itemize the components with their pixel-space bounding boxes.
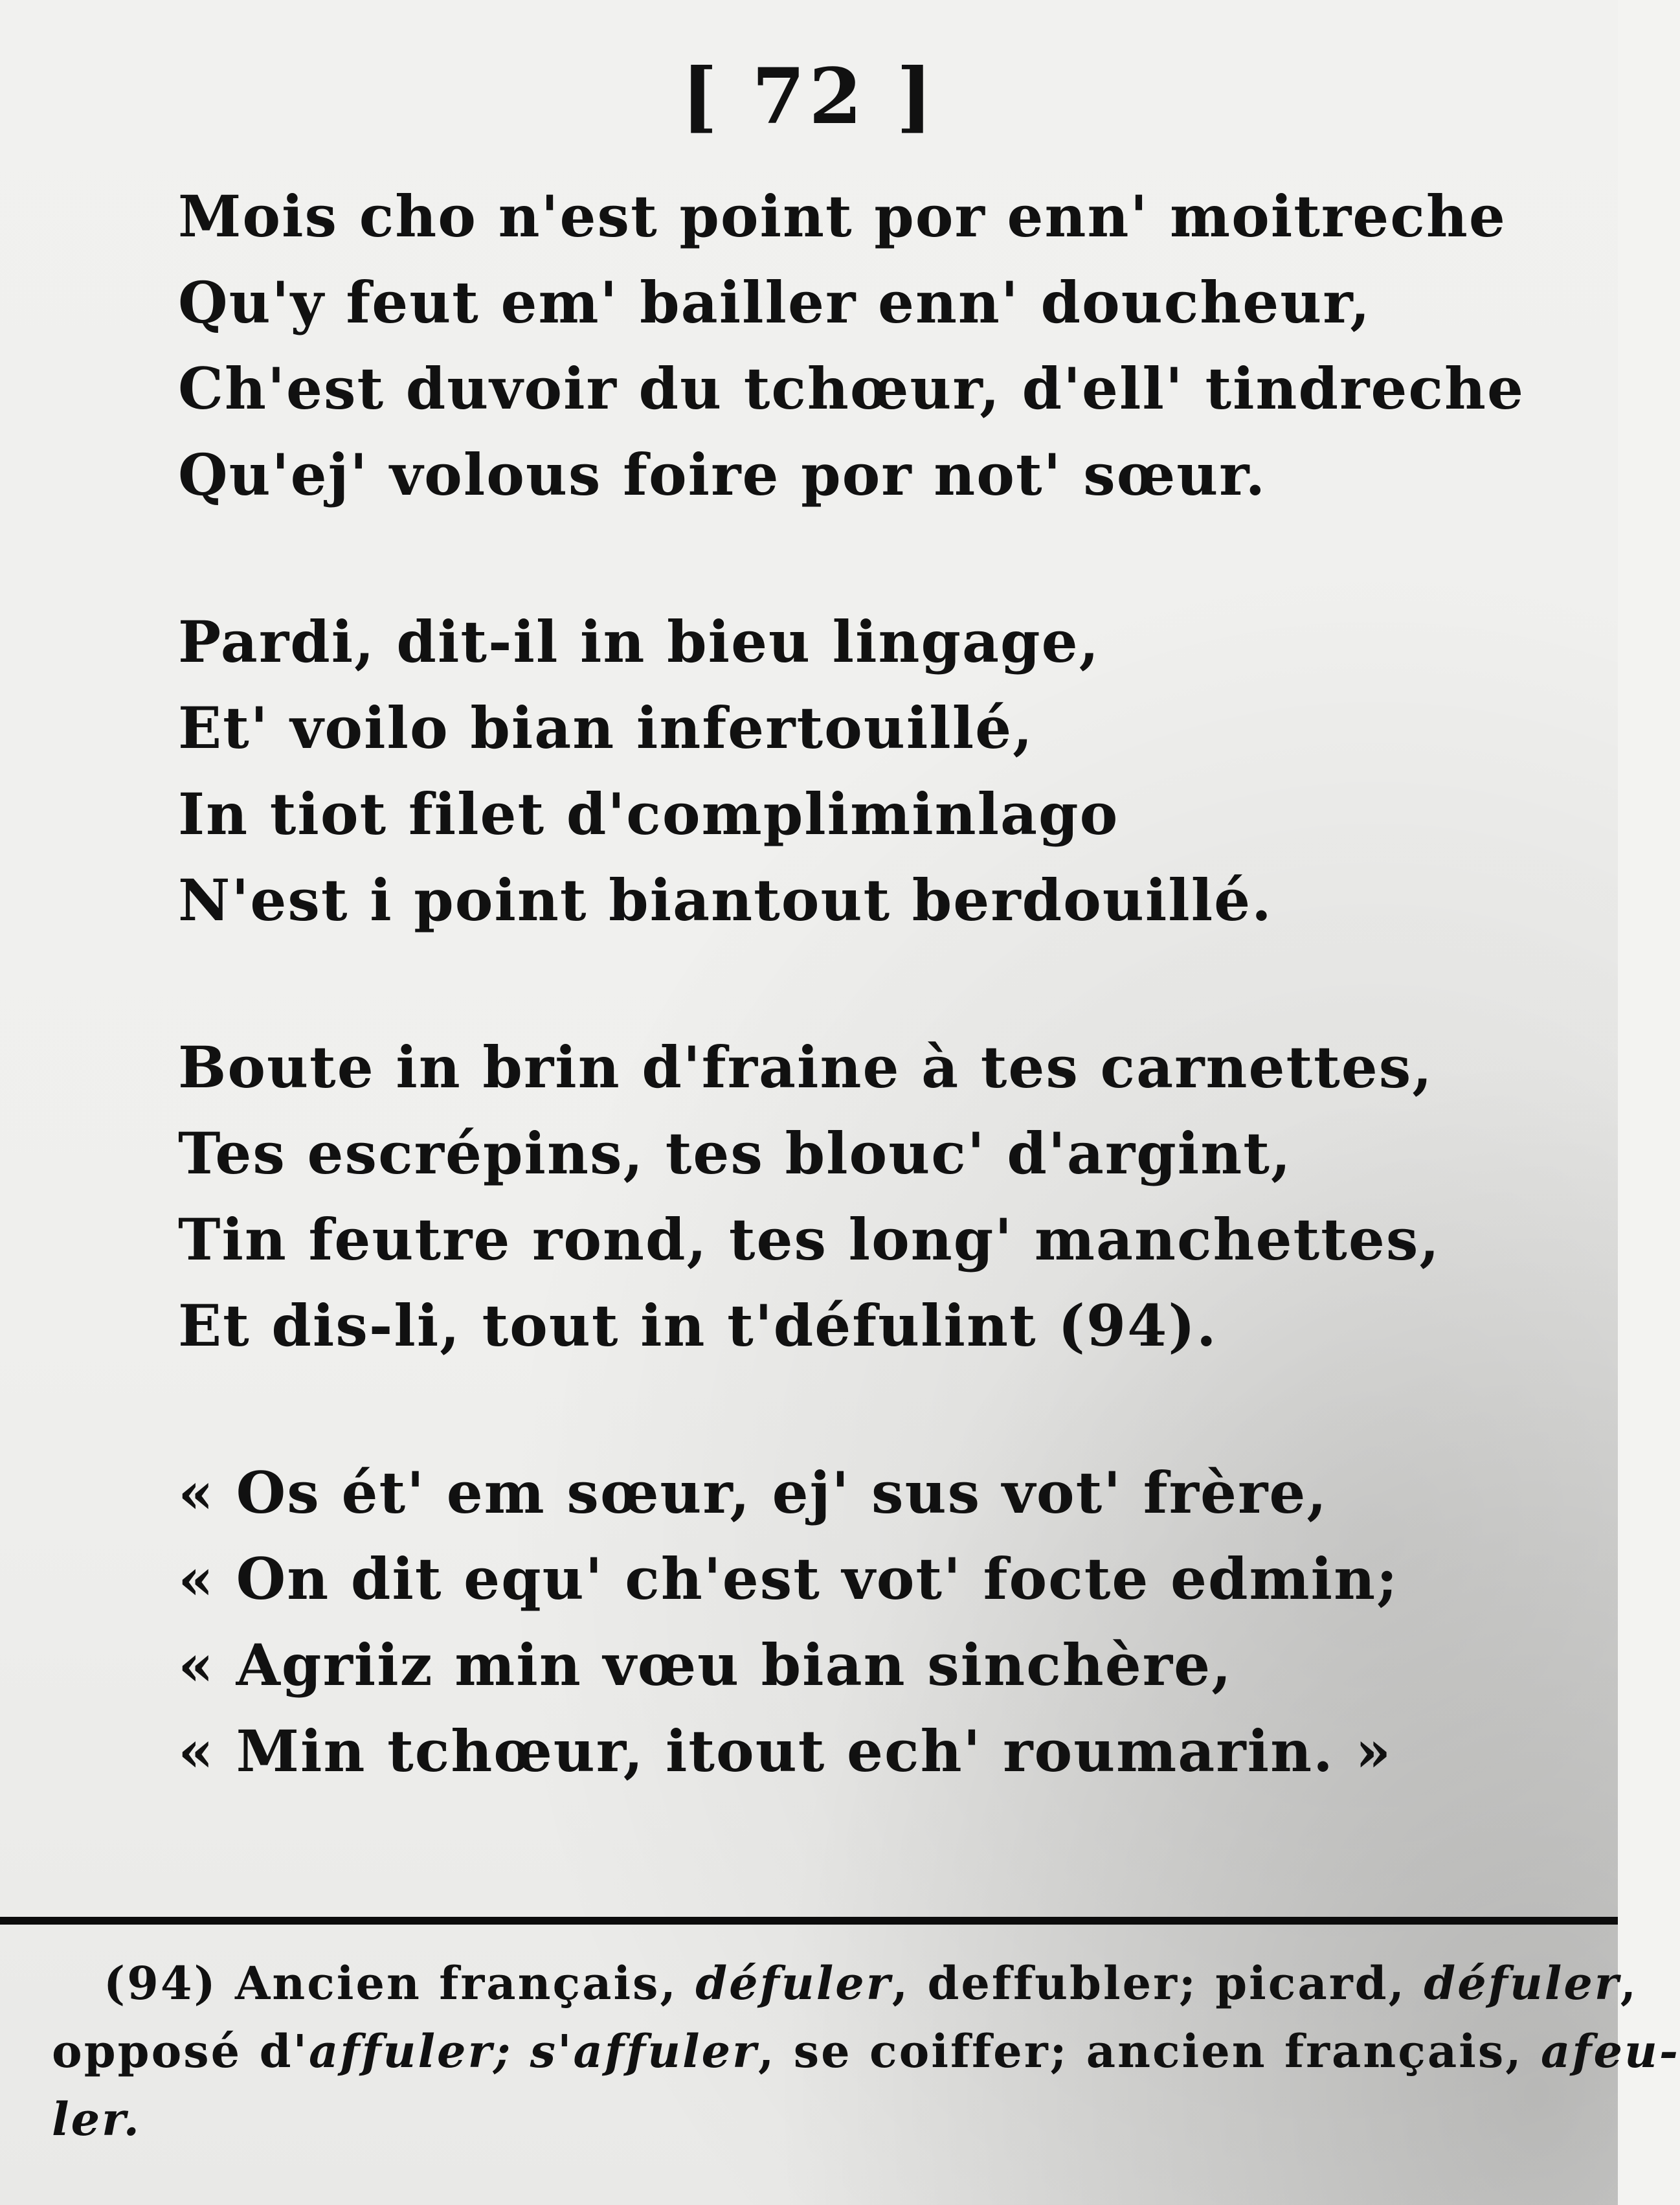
verse-line: Mois cho n'est point por enn' moitreche: [178, 183, 1506, 250]
footnote-italic: afeu-: [1541, 2024, 1680, 2078]
verse-line: Qu'y feut em' bailler enn' doucheur,: [178, 269, 1371, 336]
verse-line: Boute in brin d'fraine à tes carnettes,: [178, 1034, 1433, 1101]
footnote-text: opposé d': [52, 2024, 309, 2078]
footnote-line-2: [52, 2017, 1680, 2085]
verse-line: Et dis-li, tout in t'défulint (94).: [178, 1292, 1218, 1359]
footnote-italic: ler.: [52, 2092, 141, 2146]
verse-line: « Min tchœur, itout ech' roumarin. »: [178, 1717, 1393, 1785]
verse-line: Ch'est duvoir du tchœur, d'ell' tindreche: [178, 355, 1525, 422]
stanza-3: [178, 1024, 1538, 1369]
footnote-divider: [0, 1917, 1618, 1925]
footnote-text: (94) Ancien français,: [104, 1956, 696, 2010]
footnote-italic: défuler: [695, 1956, 892, 2010]
footnote-italic: défuler: [1424, 1956, 1620, 2010]
page-number: [ 72 ]: [681, 51, 937, 141]
verse-line: In tiot filet d'compliminlago: [178, 780, 1119, 848]
verse-line: N'est i point biantout berdouillé.: [178, 866, 1273, 934]
poem: [178, 174, 1538, 1875]
stanza-1: [178, 174, 1538, 518]
stanza-2: [178, 599, 1538, 944]
verse-line: « Os ét' em sœur, ej' sus vot' frère,: [178, 1459, 1328, 1526]
verse-line: « Agriiz min vœu bian sinchère,: [178, 1631, 1233, 1699]
verse-line: « On dit equ' ch'est vot' focte edmin;: [178, 1545, 1399, 1612]
verse-line: Et' voilo bian infertouillé,: [178, 694, 1034, 762]
verse-line: Pardi, dit-il in bieu lingage,: [178, 608, 1101, 675]
verse-line: Tes escrépins, tes blouc' d'argint,: [178, 1120, 1292, 1187]
stanza-4: [178, 1450, 1538, 1794]
verse-line: Qu'ej' volous foire por not' sœur.: [178, 441, 1267, 508]
footnote-text: , se coiffer; ancien français,: [757, 2024, 1541, 2078]
footnote-line-1: [52, 1949, 1639, 2017]
footnote-text: ,: [1620, 1956, 1639, 2010]
verse-line: Tin feutre rond, tes long' manchettes,: [178, 1206, 1440, 1273]
footnote: [52, 1949, 1680, 2153]
footnote-line-3: [52, 2085, 1593, 2153]
footnote-italic: affuler; s'affuler: [308, 2024, 758, 2078]
footnote-text: , deffubler; picard,: [891, 1956, 1424, 2010]
